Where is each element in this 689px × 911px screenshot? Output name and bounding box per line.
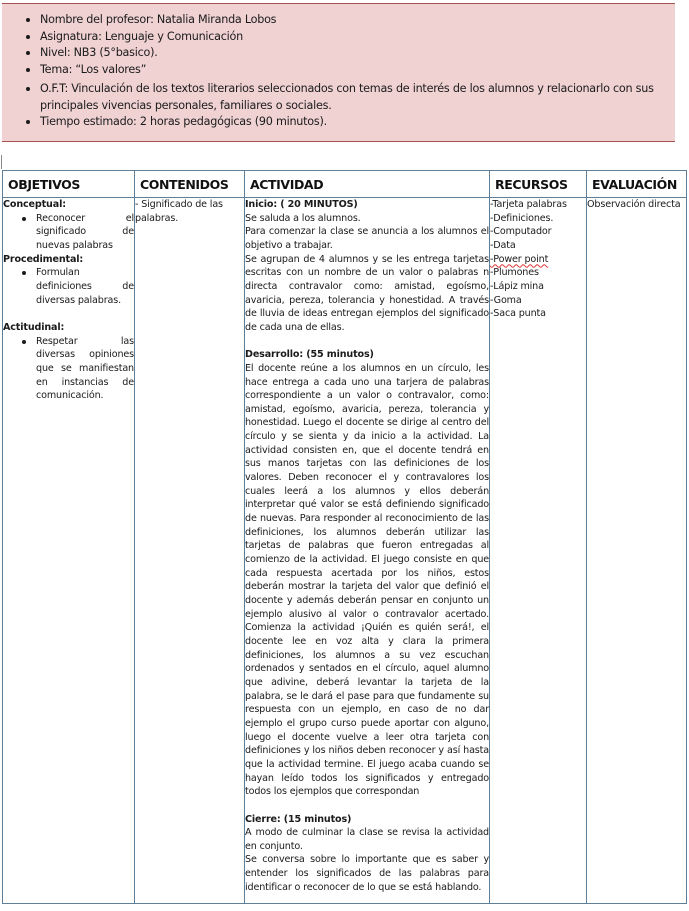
header-recursos: RECURSOS <box>490 171 587 198</box>
evaluacion-text: Observación directa <box>587 199 681 210</box>
desarrollo-text: El docente reúne a los alumnos en un círculo, les hace entrega a cada uno una tarjera de palabras correspondiente a un valor o contravalor, como: amistad, egoísmo, avaricia, pereza, tolerancia y honestidad. Luego el docente se dirige al centro del círculo y se sienta y da inicio a la actividad. La actividad consisten en, que el docente tendrá en sus manos tarjetas con las definiciones de los valores. Deben reconocer el y contravalores los cuales leerá a los alumnos y ellos deberán interpretar qué valor se está definiendo significado de nuevas. Para responder al reconocimiento de las definiciones, los alumnos deberán utilizar las tarjetas de palabras que fueron entregadas al comienzo de la actividad. El juego consiste en que cada respuesta acertada por los niños, estos deberán mostrar la tarjeta del valor que definió el docente y además deberán pensar en conjunto un ejemplo alusivo al valor o contravalor acertado. Comienza la actividad ¡Quién es quién será!, el docente lee en voz alta y clara la primera definiciones, los alumnos a su vez escuchan ordenados y sentados en el círculo, aquel alumno que adivine, deberá levantar la tarjeta de la palabra, se le dará el pase para que fundamente su respuesta con un ejemplo, en caso de no dar ejemplo el grupo curso puede aportar con alguno, luego el docente vuelve a leer otra tarjeta con definiciones y los niños deben reconocer y así hasta que la actividad termine. El juego acaba cuando se hayan leído todos los significados y entregado todos los ejemplos que correspondan <box>245 362 489 798</box>
spacer <box>245 799 489 813</box>
recurso-item-spellcheck: -Power point <box>490 253 549 265</box>
actividad-cell <box>245 198 490 904</box>
actitudinal-list <box>3 335 134 403</box>
margin-marker <box>1 155 2 169</box>
info-topic: Tema: “Los valores” <box>26 62 655 79</box>
info-estimated-time: Tiempo estimado: 2 horas pedagógicas (90 minutos). <box>26 114 655 131</box>
lesson-info-list <box>26 12 655 131</box>
info-oft: O.F.T: Vinculación de los textos literarios seleccionados con temas de interés de los alumnos y relacionarlo con sus principales vivencias personales, familiares o sociales. <box>26 81 655 114</box>
inicio-line: Se saluda a los alumnos. <box>245 212 361 224</box>
procedimental-label: Procedimental: <box>3 253 84 265</box>
recurso-item: -Definiciones. <box>490 212 554 224</box>
procedimental-list <box>3 266 134 307</box>
recurso-item: -Plumones <box>490 267 539 279</box>
recurso-item: -Computador <box>490 226 552 238</box>
header-evaluacion: EVALUACIÓN <box>587 171 687 198</box>
recurso-item: -Lápiz mina <box>490 280 544 292</box>
cierre-line: Se conversa sobre lo importante que es saber y entender los significados de las palabras para identificar o reconocer de lo que se está hablando. <box>245 854 489 893</box>
actitudinal-label: Actitudinal: <box>3 321 65 333</box>
conceptual-label: Conceptual: <box>3 199 66 210</box>
inicio-title: Inicio: ( 20 MINUTOS) <box>245 199 358 210</box>
contenidos-text: - Significado de las palabras. <box>135 199 223 224</box>
evaluacion-cell <box>587 198 687 904</box>
contenidos-cell <box>135 198 245 904</box>
cierre-title: Cierre: (15 minutos) <box>245 813 352 825</box>
recurso-item: -Data <box>490 239 516 251</box>
lesson-info-box <box>2 3 675 142</box>
recursos-list <box>490 198 586 321</box>
header-actividad: ACTIVIDAD <box>245 171 490 198</box>
conceptual-list <box>3 212 134 253</box>
header-objetivos: OBJETIVOS <box>3 171 135 198</box>
spacer <box>3 307 134 321</box>
cierre-line: A modo de culminar la clase se revisa la actividad en conjunto. <box>245 827 489 852</box>
header-contenidos: CONTENIDOS <box>135 171 245 198</box>
table-header-row <box>3 171 687 198</box>
table-row <box>3 198 687 904</box>
spacer <box>245 335 489 349</box>
info-subject: Asignatura: Lenguaje y Comunicación <box>26 29 655 46</box>
objetivos-cell <box>3 198 135 904</box>
actitudinal-item: Respetar las diversas opiniones que se manifiestan en instancias de comunicación. <box>3 335 134 403</box>
inicio-line: Para comenzar la clase se anuncia a los alumnos el objetivo a trabajar. <box>245 226 489 251</box>
conceptual-item: Reconocer el significado de nuevas palabras <box>3 212 134 253</box>
procedimental-item: Formulan definiciones de diversas palabras. <box>3 266 134 307</box>
recursos-cell <box>490 198 587 904</box>
lesson-plan-table <box>2 170 687 904</box>
desarrollo-title: Desarrollo: (55 minutos) <box>245 349 374 361</box>
recurso-item: -Tarjeta palabras <box>490 199 567 210</box>
recurso-item: -Saca punta <box>490 308 546 320</box>
inicio-line: Se agrupan de 4 alumnos y se les entrega tarjetas escritas con un nombre de un valor o palabras n directa contravalor como: amistad, egoísmo, avaricia, pereza, tolerancia y honestidad. A través de lluvia de ideas entregan ejemplos del significado de cada una de ellas. <box>245 253 489 333</box>
info-teacher-name: Nombre del profesor: Natalia Miranda Lobos <box>26 12 655 29</box>
info-level: Nivel: NB3 (5°basico). <box>26 45 655 62</box>
recurso-item: -Goma <box>490 294 522 306</box>
